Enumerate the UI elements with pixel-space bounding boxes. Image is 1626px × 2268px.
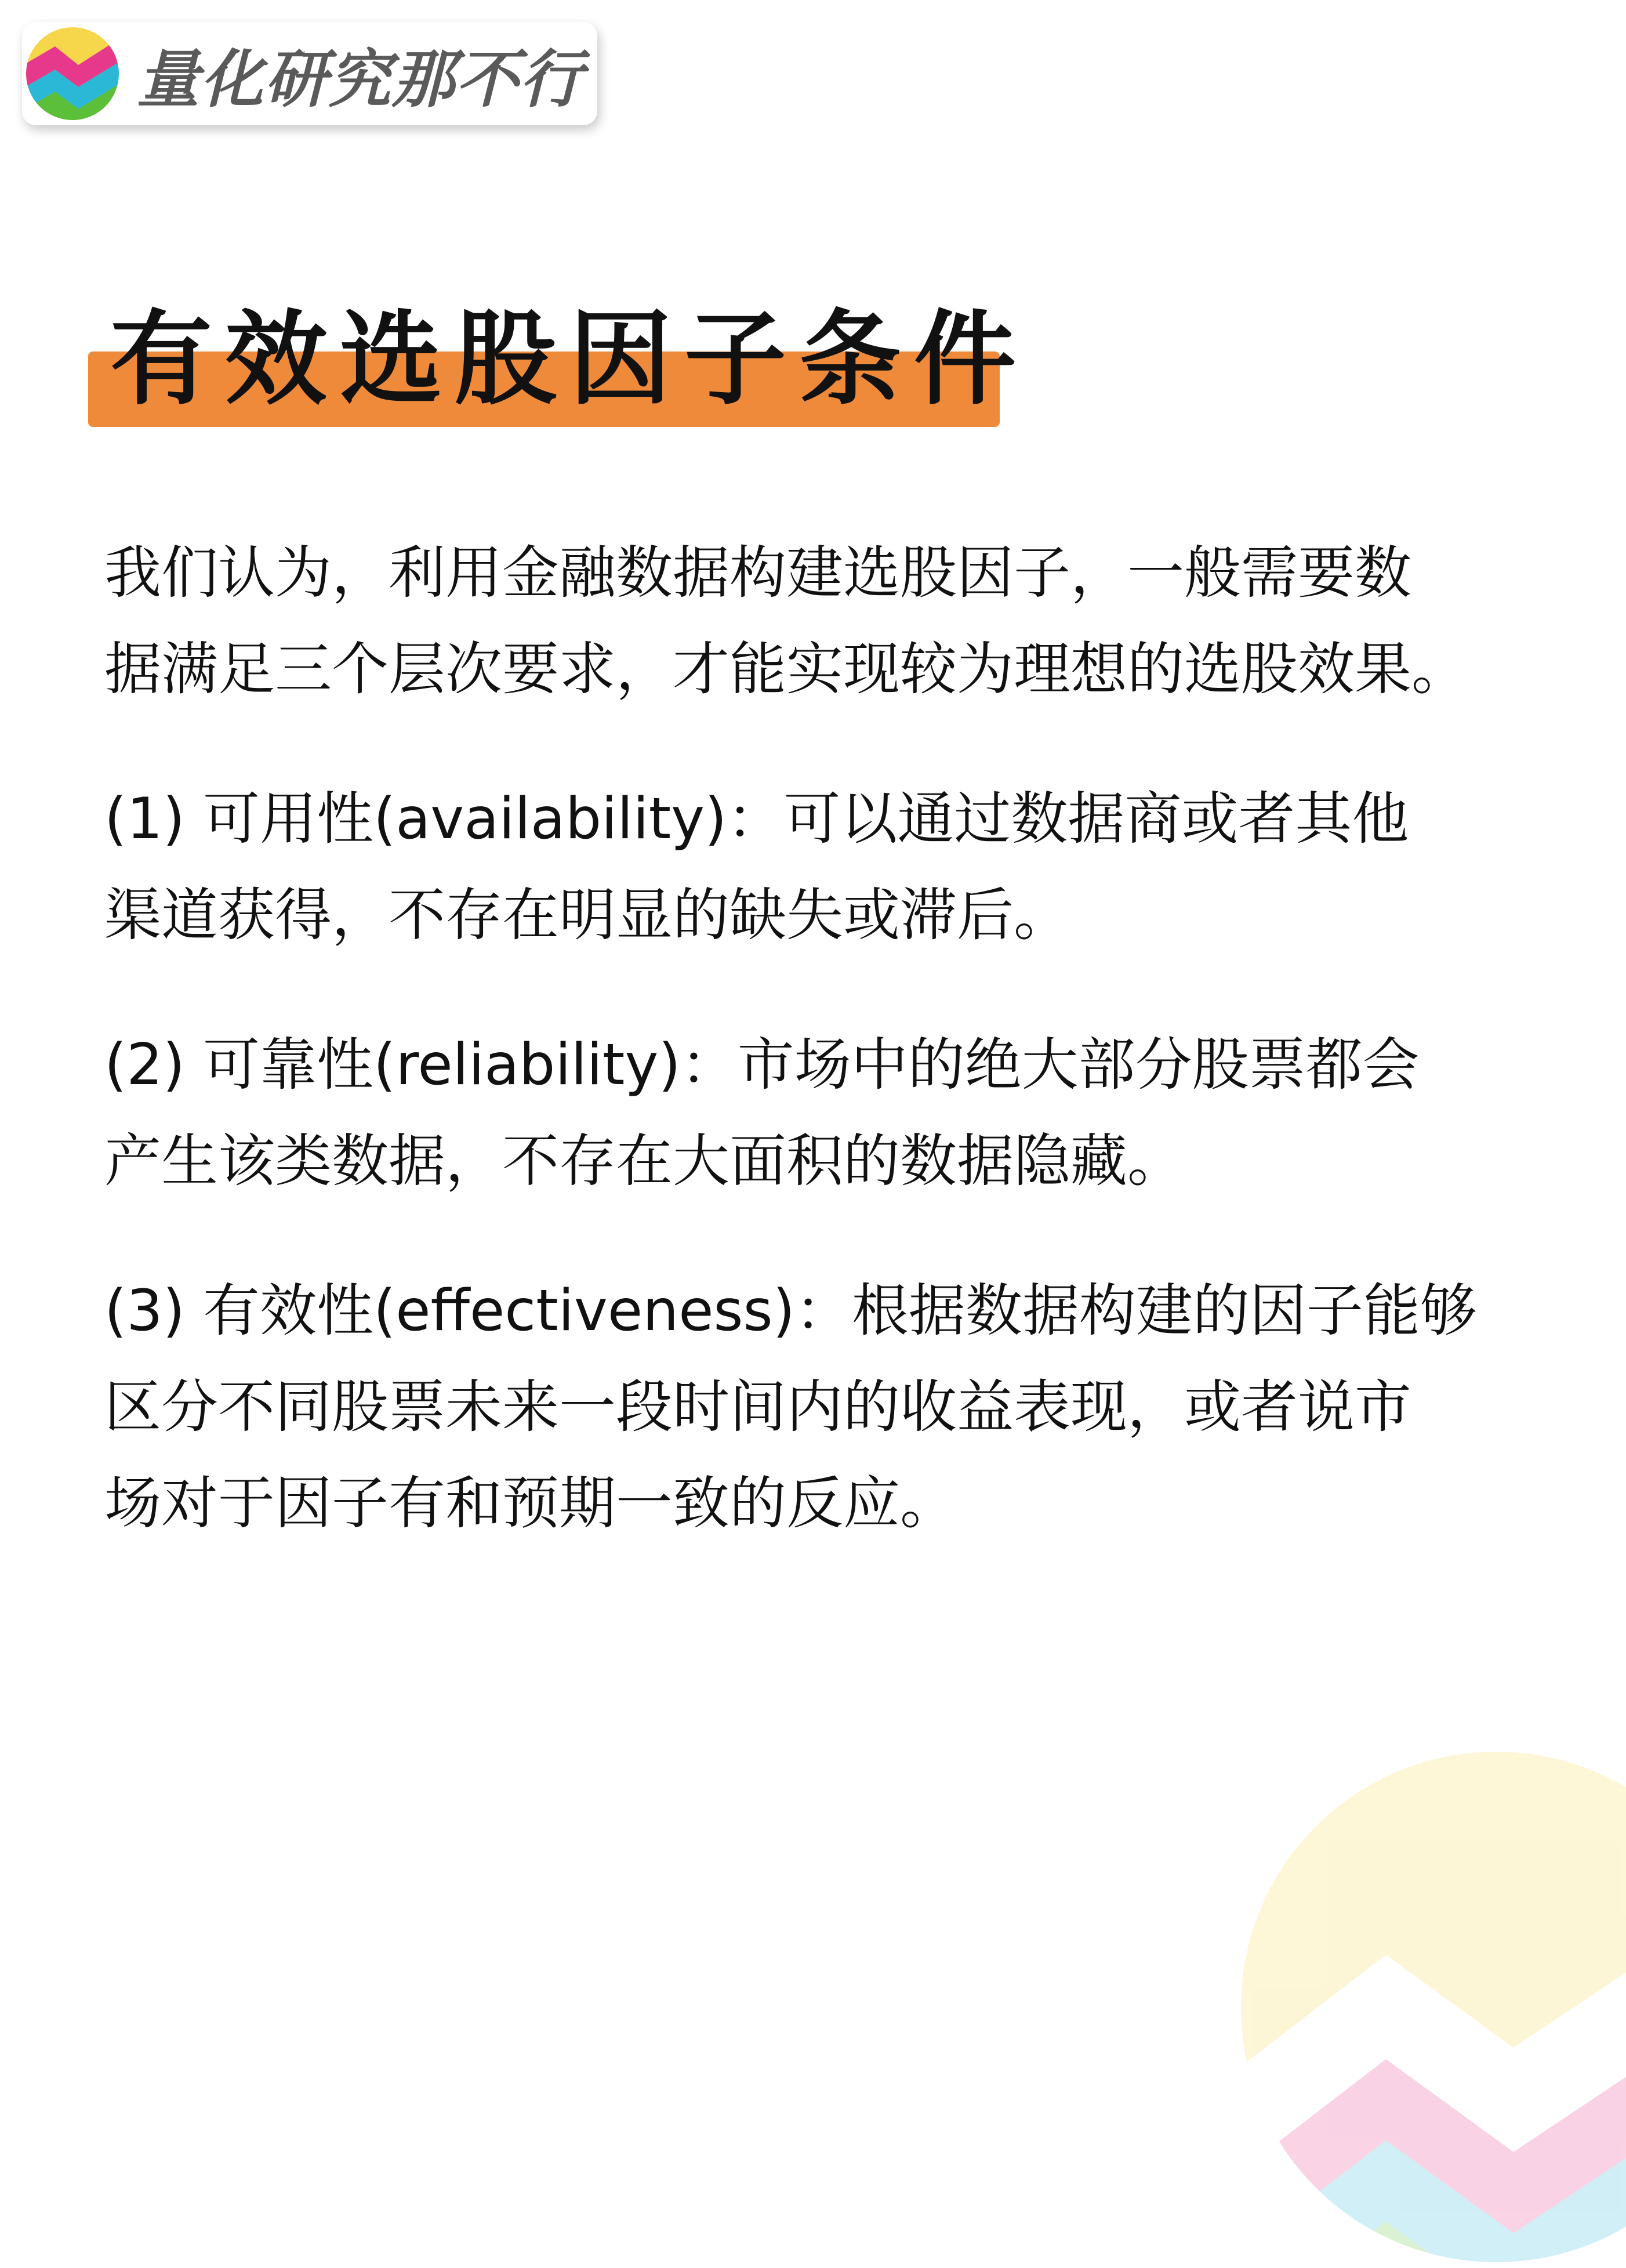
article-body — [104, 525, 1542, 1605]
effectiveness-paragraph — [104, 1263, 1542, 1552]
faded-zigzag-circle-icon — [1235, 1746, 1626, 2268]
paragraph-line: (3) 有效性(effectiveness)：根据数据构建的因子能够 — [104, 1278, 1477, 1344]
paragraph-line: 据满足三个层次要求，才能实现较为理想的选股效果。 — [104, 636, 1469, 702]
paragraph-line: 区分不同股票未来一段时间内的收益表现，或者说市 — [104, 1374, 1412, 1440]
paragraph-line: (2) 可靠性(reliability)：市场中的绝大部分股票都会 — [104, 1032, 1420, 1098]
paragraph-line: 场对于因子有和预期一致的反应。 — [104, 1470, 957, 1537]
page-title: 有效选股因子条件 — [110, 300, 1029, 419]
zigzag-stripes-logo-icon — [23, 24, 122, 123]
brand-name: 量化研究那不行 — [137, 43, 584, 116]
availability-paragraph — [104, 771, 1542, 963]
paragraph-line: 产生该类数据，不存在大面积的数据隐藏。 — [104, 1128, 1185, 1194]
reliability-paragraph — [104, 1017, 1542, 1209]
intro-paragraph — [104, 525, 1542, 718]
title-block — [88, 290, 1029, 429]
brand-badge — [22, 22, 597, 125]
paragraph-line: 我们认为，利用金融数据构建选股因子，一般需要数 — [104, 540, 1412, 606]
paragraph-line: (1) 可用性(availability)：可以通过数据商或者其他 — [104, 786, 1409, 852]
paragraph-line: 渠道获得，不存在明显的缺失或滞后。 — [104, 882, 1071, 948]
